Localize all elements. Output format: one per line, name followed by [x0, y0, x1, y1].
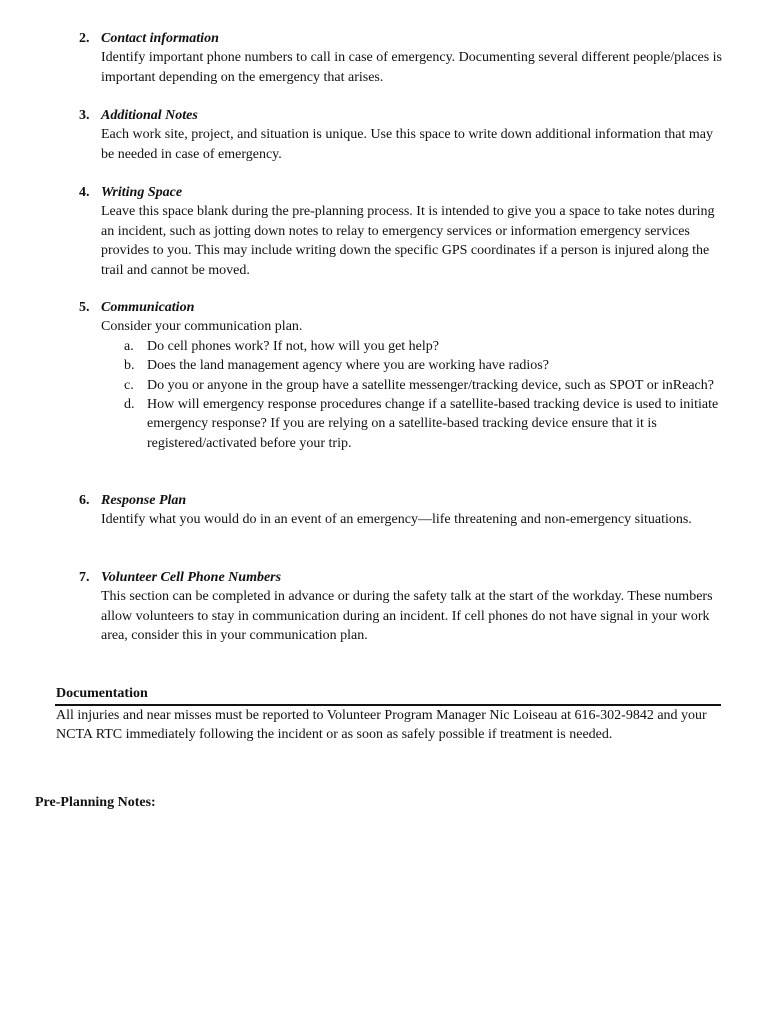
- section-text: Identify what you would do in an event of an emergency—life threatening and non-emergency situations.: [101, 512, 692, 528]
- list-item-letter: d.: [124, 397, 135, 413]
- section-text: Consider your communication plan.: [101, 319, 303, 335]
- list-item: [101, 376, 726, 395]
- section-text: This section can be completed in advance or during the safety talk at the start of the workday. These numbers allow volunteers to stay in communication during an incident. If cell phones do not have signal in your work area, consider this in your communication plan.: [101, 589, 713, 644]
- section-title: Writing Space: [101, 185, 183, 200]
- list-item-text: Does the land management agency where you are working have radios?: [147, 358, 549, 374]
- list-item: [101, 337, 726, 356]
- section-title: Contact information: [101, 31, 219, 46]
- section-number: 6.: [79, 493, 90, 508]
- list-item-letter: a.: [124, 338, 134, 354]
- list-item-letter: b.: [124, 358, 135, 374]
- section-body: [101, 317, 726, 453]
- section-body: [101, 510, 726, 529]
- section-title: Additional Notes: [101, 108, 198, 123]
- section-number: 3.: [79, 108, 90, 123]
- section-body: [101, 48, 726, 87]
- section-title: Response Plan: [101, 493, 187, 508]
- documentation-body: [56, 706, 716, 745]
- pre-planning-notes-heading: Pre-Planning Notes:: [35, 795, 156, 810]
- list-item-text: How will emergency response procedures change if a satellite-based tracking device is used to initiate emergency response? If you are relying on a satellite-based tracking device ensure that it is registered/activated before your trip.: [147, 397, 719, 451]
- section-text: Leave this space blank during the pre-planning process. It is intended to give you a space to take notes during an incident, such as jotting down notes to relay to emergency services or information emergency services provides to you. This may include writing down the specific GPS coordinates if a person is injured along the trail and cannot be moved.: [101, 204, 715, 278]
- section-title: Volunteer Cell Phone Numbers: [101, 570, 282, 585]
- list-item-letter: c.: [124, 377, 134, 393]
- section-number: 7.: [79, 570, 90, 585]
- section-title: Communication: [101, 300, 195, 315]
- section-text: Identify important phone numbers to call in case of emergency. Documenting several different people/places is important depending on the emergency that arises.: [101, 50, 722, 85]
- list-item-text: Do cell phones work? If not, how will you get help?: [147, 338, 439, 354]
- list-item: [101, 356, 726, 375]
- section-body: [101, 125, 726, 164]
- section-number: 4.: [79, 185, 90, 200]
- communication-questions-list: [101, 337, 726, 453]
- section-number: 5.: [79, 300, 90, 315]
- section-number: 2.: [79, 31, 90, 46]
- section-body: [101, 587, 726, 645]
- section-text: Each work site, project, and situation is unique. Use this space to write down additional information that may be needed in case of emergency.: [101, 127, 713, 162]
- list-item-text: Do you or anyone in the group have a satellite messenger/tracking device, such as SPOT or inReach?: [147, 377, 714, 393]
- documentation-heading: Documentation: [56, 686, 148, 701]
- documentation-text: All injuries and near misses must be reported to Volunteer Program Manager Nic Loiseau at 616-302-9842 and your NCTA RTC immediately following the incident or as soon as safely possible if treatment is needed.: [56, 708, 707, 743]
- section-body: [101, 202, 726, 280]
- list-item: [101, 395, 726, 453]
